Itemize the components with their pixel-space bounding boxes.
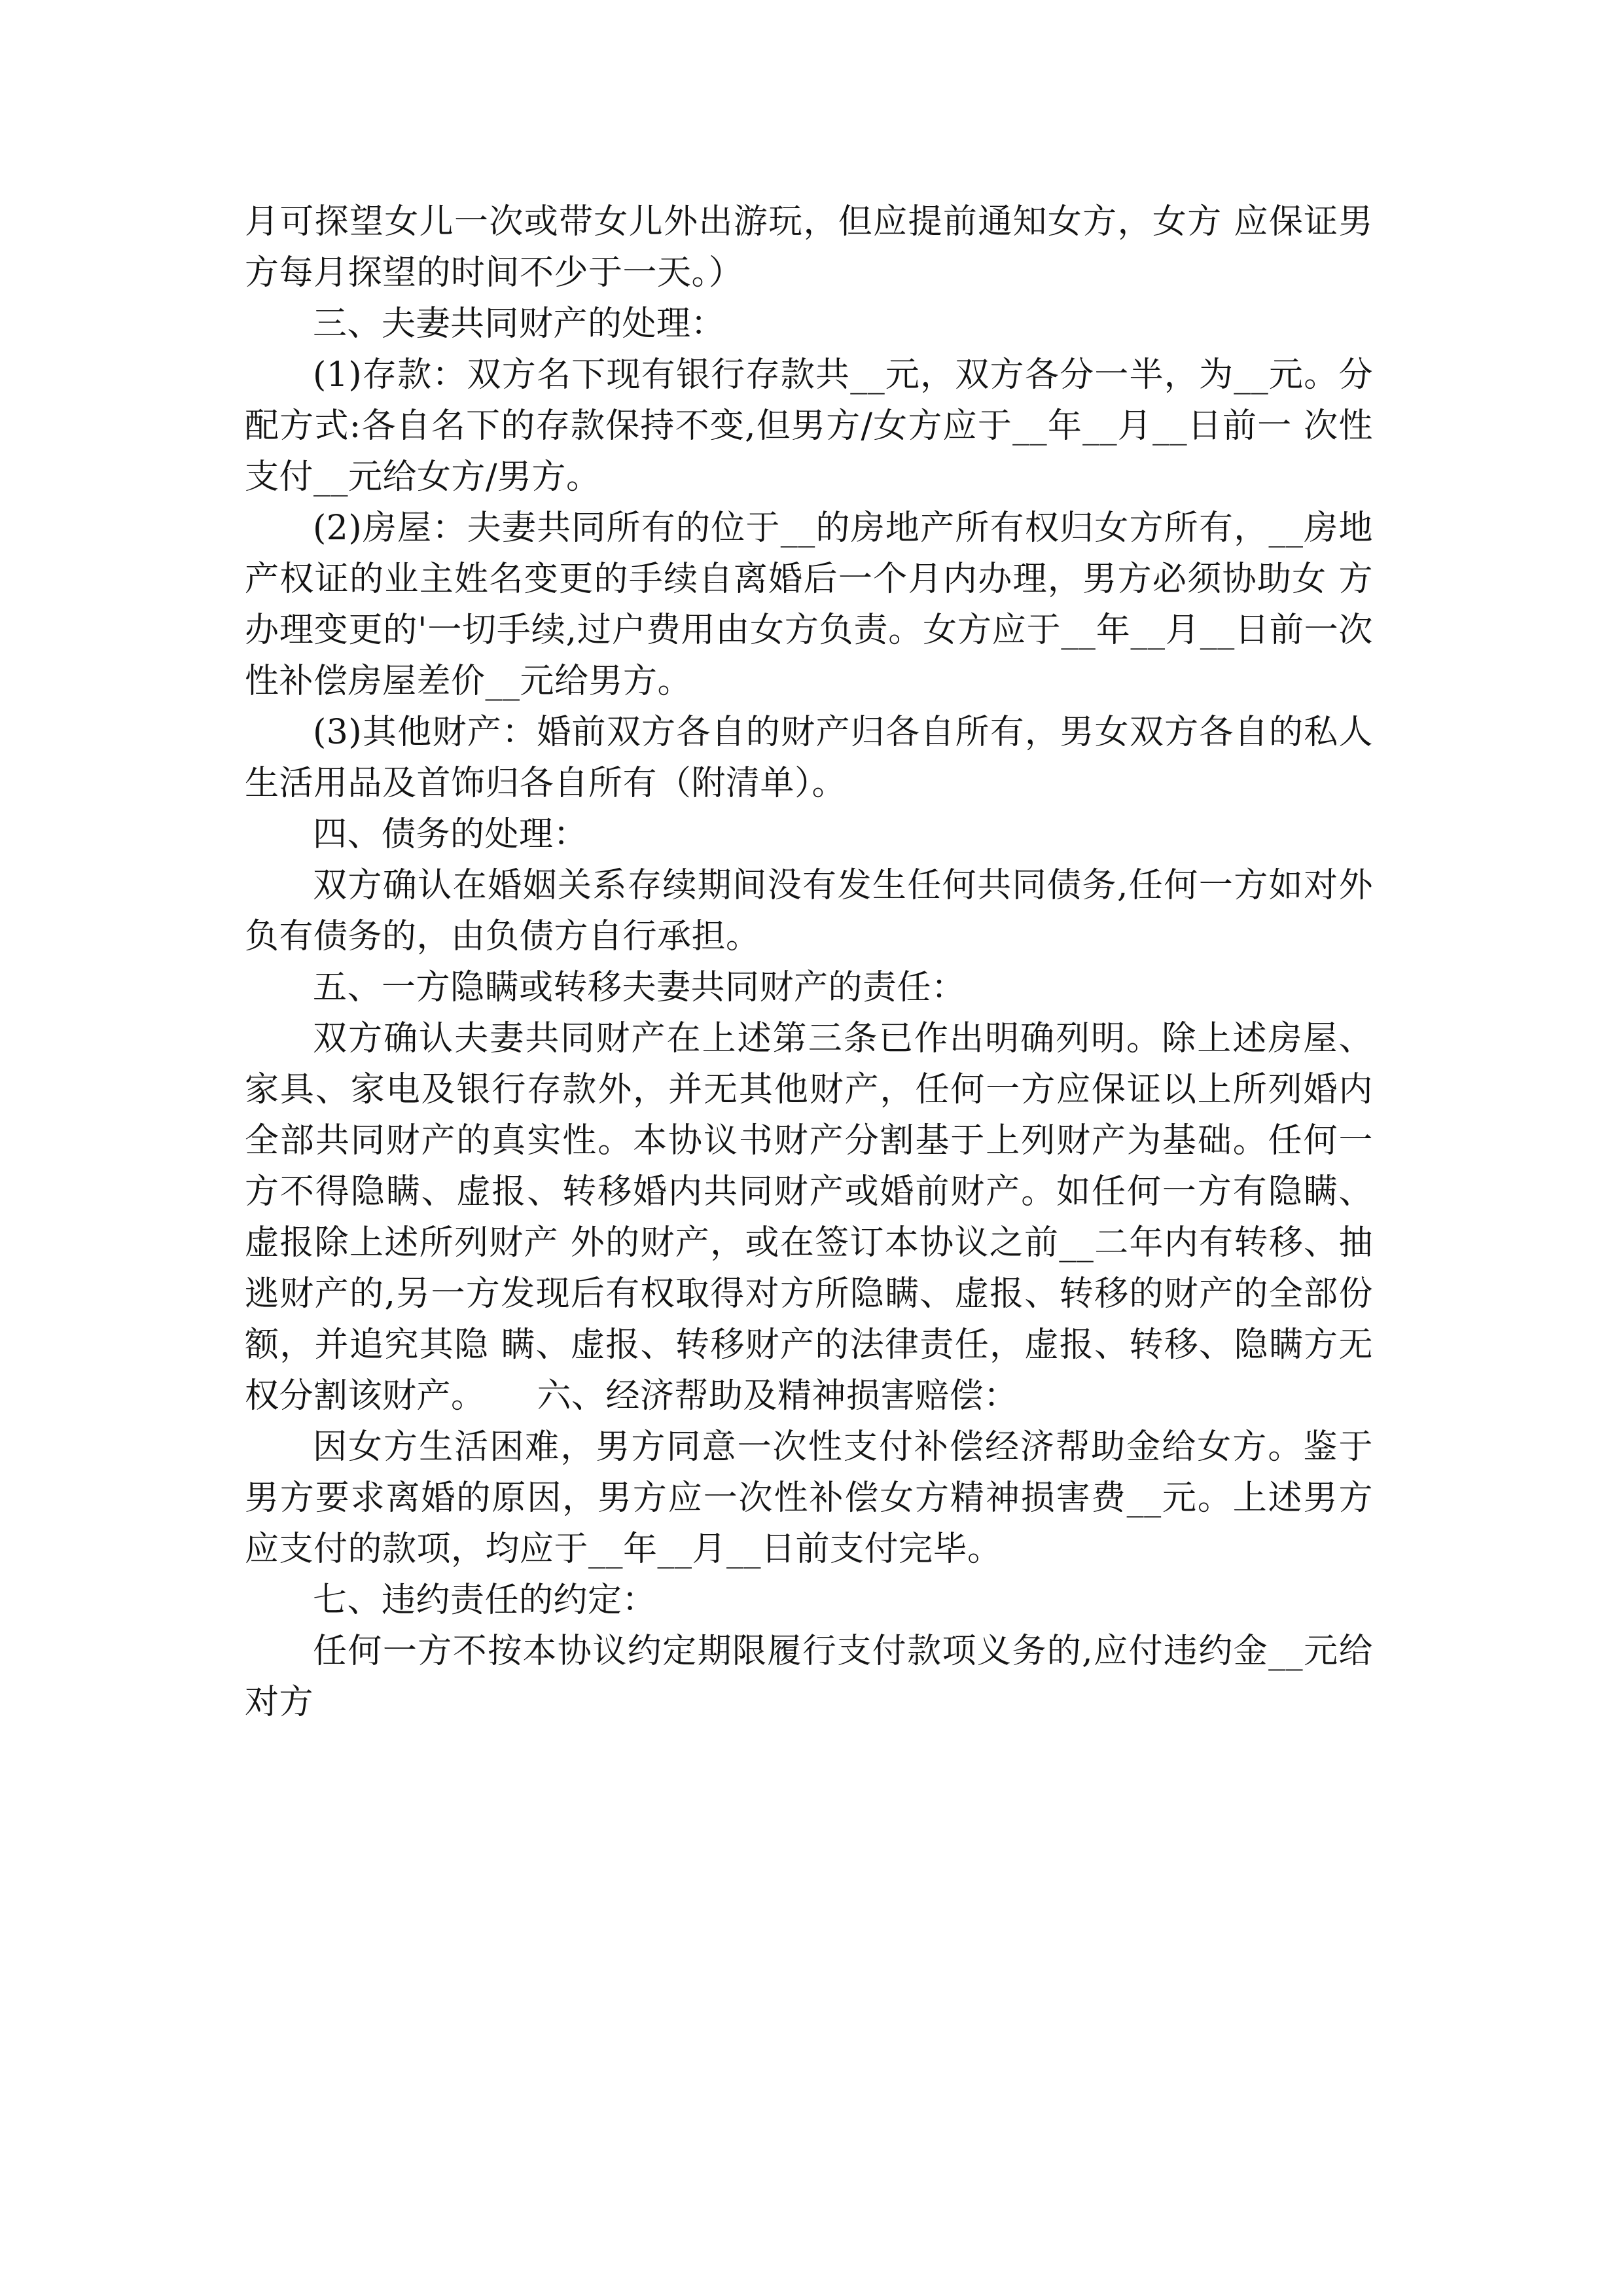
section-heading: 三、夫妻共同财产的处理： [313, 304, 726, 344]
body-paragraph: 因女方生活困难，男方同意一次性支付补偿经济帮助金给女方。鉴于男方要求离婚的原因，男方应一次性补偿女方精神损害费__元。上述男方 应支付的款项，均应于__年__月__日前支付完毕。 [245, 1427, 1373, 1569]
body-paragraph: (2)房屋：夫妻共同所有的位于__的房地产所有权归女方所有，__房地产权证的业主姓名变更的手续自离婚后一个月内办理，男方必须协助女 方办理变更的'一切手续,过户费用由女方负责。女方应于__年__月__日前一次性补偿房屋差价__元给男方。 [245, 509, 1373, 701]
body-paragraph: 双方确认夫妻共同财产在上述第三条已作出明确列明。除上述房屋、家具、家电及银行存款外，并无其他财产，任何一方应保证以上所列婚内 全部共同财产的真实性。本协议书财产分割基于上列财产为基础。任何一方不得隐瞒、虚报、转移婚内共同财产或婚前财产。如任何一方有隐瞒、虚报除上述所列财产 外的财产，或在签订本协议之前__二年内有转移、抽逃财产的,另一方发现后有权取得对方所隐瞒、虚报、转移的财产的全部份额，并追究其隐 瞒、虚报、转移财产的法律责任，虚报、转移、隐瞒方无权分割该财产。 六、经济帮助及精神损害赔偿： [245, 1019, 1373, 1416]
body-paragraph: (1)存款：双方名下现有银行存款共__元，双方各分一半，为__元。分配方式:各自名下的存款保持不变,但男方/女方应于__年__月__日前一 次性支付__元给女方/男方。 [245, 355, 1373, 497]
body-paragraph: 月可探望女儿一次或带女儿外出游玩，但应提前通知女方，女方 应保证男方每月探望的时间不少于一天。） [245, 202, 1373, 293]
body-paragraph: 双方确认在婚姻关系存续期间没有发生任何共同债务,任何一方如对外负有债务的，由负债方自行承担。 [245, 866, 1373, 956]
body-paragraph: 任何一方不按本协议约定期限履行支付款项义务的,应付违约金__元给对方 [245, 1632, 1373, 1722]
body-paragraph: (3)其他财产：婚前双方各自的财产归各自所有，男女双方各自的私人生活用品及首饰归各自所有（附清单）。 [245, 713, 1373, 803]
section-heading: 五、一方隐瞒或转移夫妻共同财产的责任： [313, 968, 966, 1007]
section-heading: 四、债务的处理： [313, 815, 588, 854]
section-heading: 七、违约责任的约定： [313, 1581, 657, 1620]
document-text-body [245, 196, 1373, 1728]
